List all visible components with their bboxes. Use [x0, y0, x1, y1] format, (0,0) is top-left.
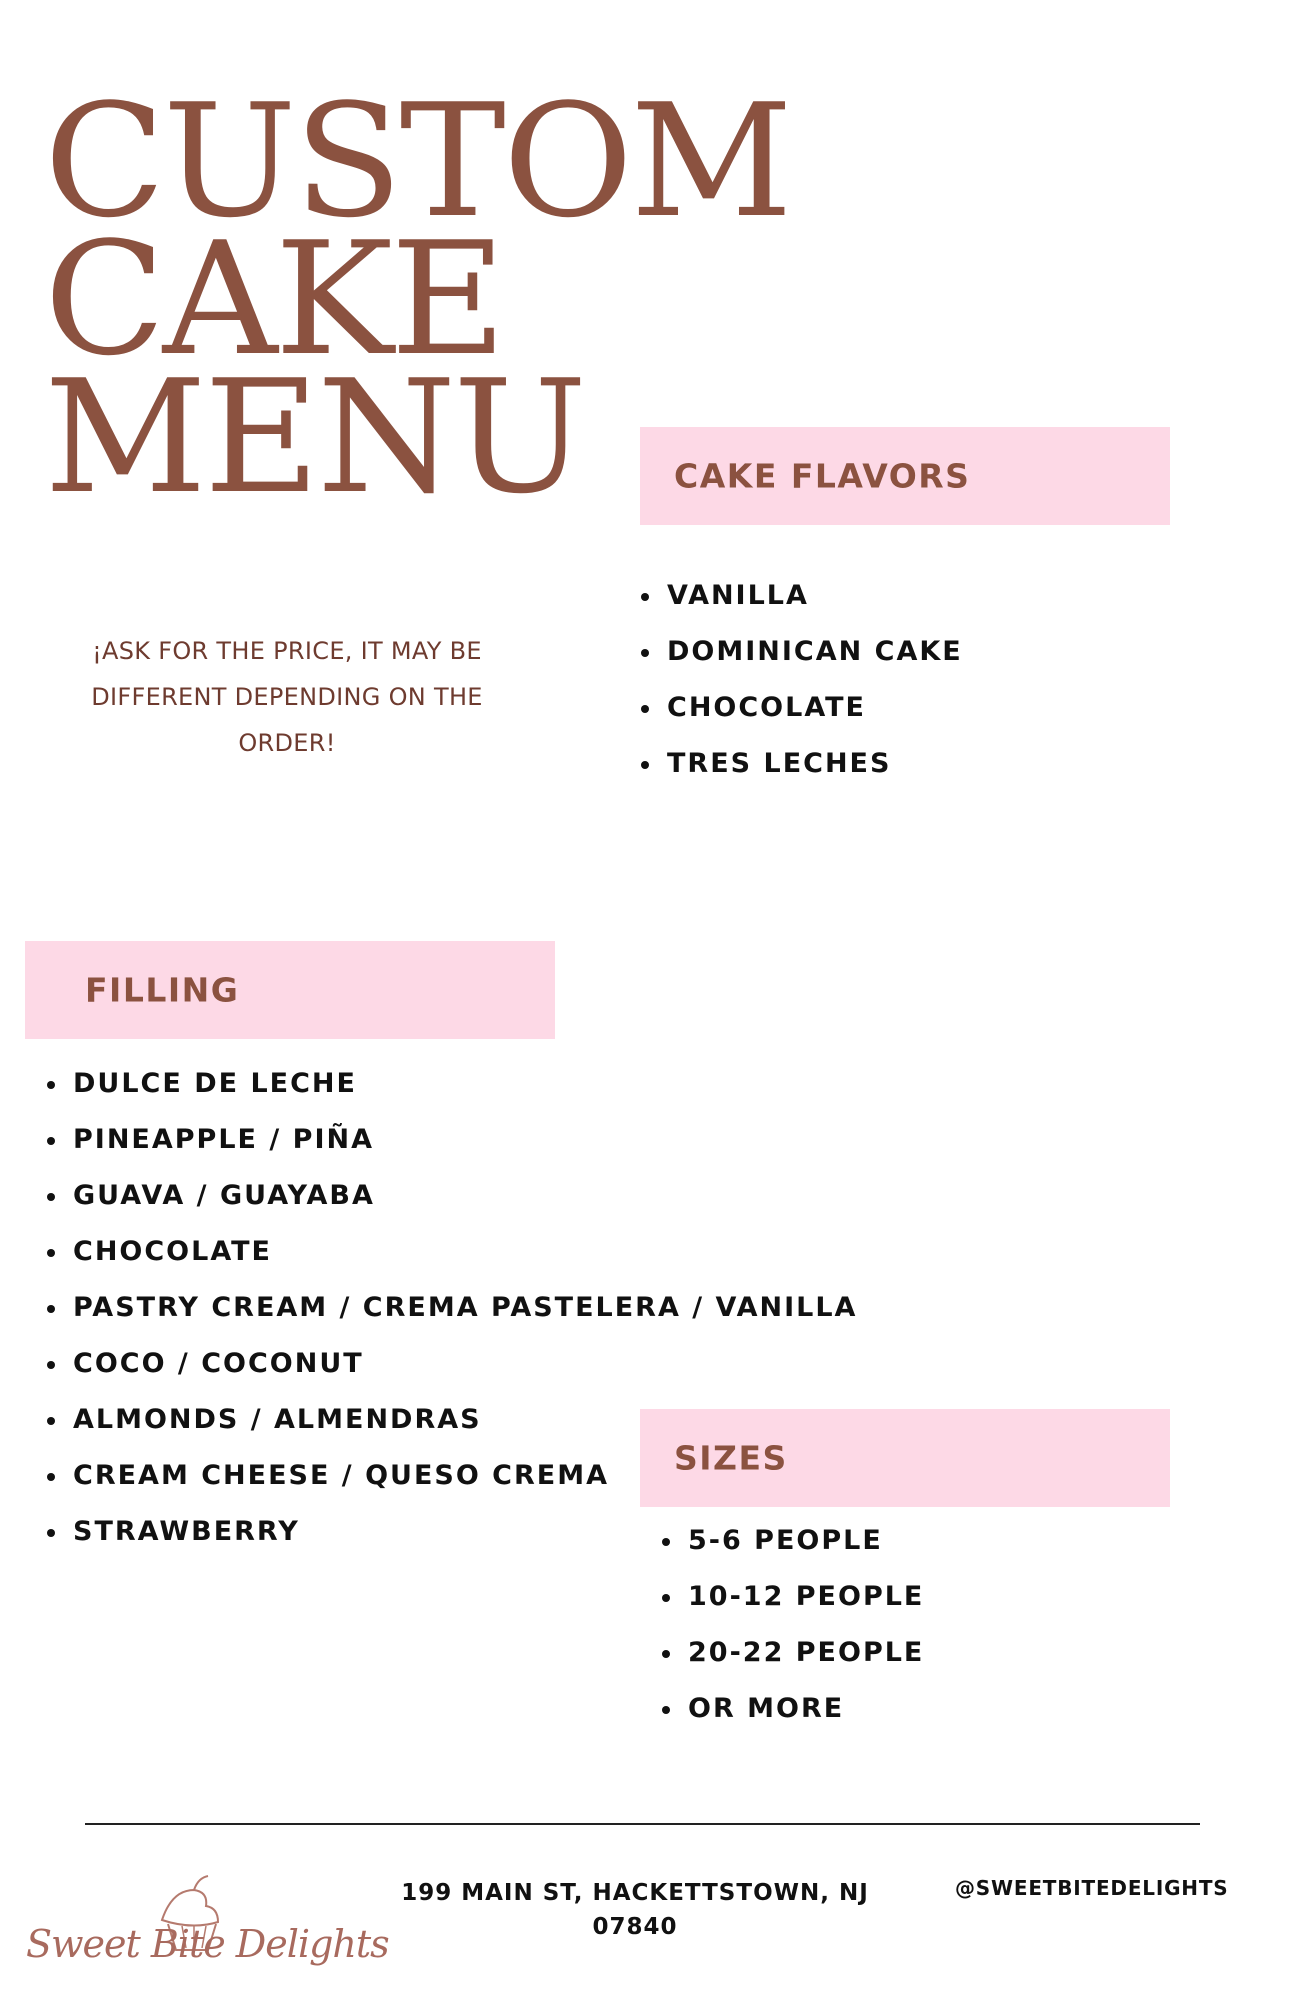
- title-line-2: CAKE: [44, 208, 504, 390]
- list-item: STRAWBERRY: [47, 1504, 857, 1560]
- price-note: ¡ASK FOR THE PRICE, IT MAY BE DIFFERENT DEPENDING ON THE ORDER!: [91, 637, 483, 757]
- list-item: PINEAPPLE / PIÑA: [47, 1112, 857, 1168]
- list-item: DOMINICAN CAKE: [641, 624, 963, 680]
- brand-logo-text: Sweet Bite Delights: [26, 1922, 389, 1966]
- list-item: PASTRY CREAM / CREMA PASTELERA / VANILLA: [47, 1280, 857, 1336]
- brand-logo: [22, 1850, 389, 1980]
- list-item: CREAM CHEESE / QUESO CREMA: [47, 1448, 857, 1504]
- cake-flavors-heading: CAKE FLAVORS: [674, 456, 971, 496]
- list-item: VANILLA: [641, 568, 963, 624]
- filling-heading: FILLING: [85, 970, 240, 1010]
- title-line-3: MENU: [44, 346, 585, 528]
- list-item: 20-22 PEOPLE: [662, 1625, 924, 1681]
- list-item: CHOCOLATE: [641, 680, 963, 736]
- social-handle: @SWEETBITEDELIGHTS: [955, 1876, 1229, 1900]
- address: [395, 1876, 875, 1944]
- list-item: DULCE DE LECHE: [47, 1056, 857, 1112]
- cake-flavors-list: [641, 568, 963, 792]
- filling-header: [25, 941, 555, 1039]
- list-item: ALMONDS / ALMENDRAS: [47, 1392, 857, 1448]
- sizes-header: [640, 1409, 1170, 1507]
- sizes-list: [662, 1513, 924, 1737]
- address-line-1: 199 MAIN ST, HACKETTSTOWN, NJ: [401, 1880, 869, 1906]
- address-line-2: 07840: [592, 1914, 678, 1940]
- list-item: 5-6 PEOPLE: [662, 1513, 924, 1569]
- list-item: OR MORE: [662, 1681, 924, 1737]
- footer-divider: [85, 1823, 1200, 1825]
- cake-flavors-header: [640, 427, 1170, 525]
- list-item: 10-12 PEOPLE: [662, 1569, 924, 1625]
- title-line-1: CUSTOM: [44, 70, 791, 252]
- sizes-heading: SIZES: [674, 1438, 788, 1478]
- list-item: CHOCOLATE: [47, 1224, 857, 1280]
- list-item: GUAVA / GUAYABA: [47, 1168, 857, 1224]
- list-item: COCO / COCONUT: [47, 1336, 857, 1392]
- list-item: TRES LECHES: [641, 736, 963, 792]
